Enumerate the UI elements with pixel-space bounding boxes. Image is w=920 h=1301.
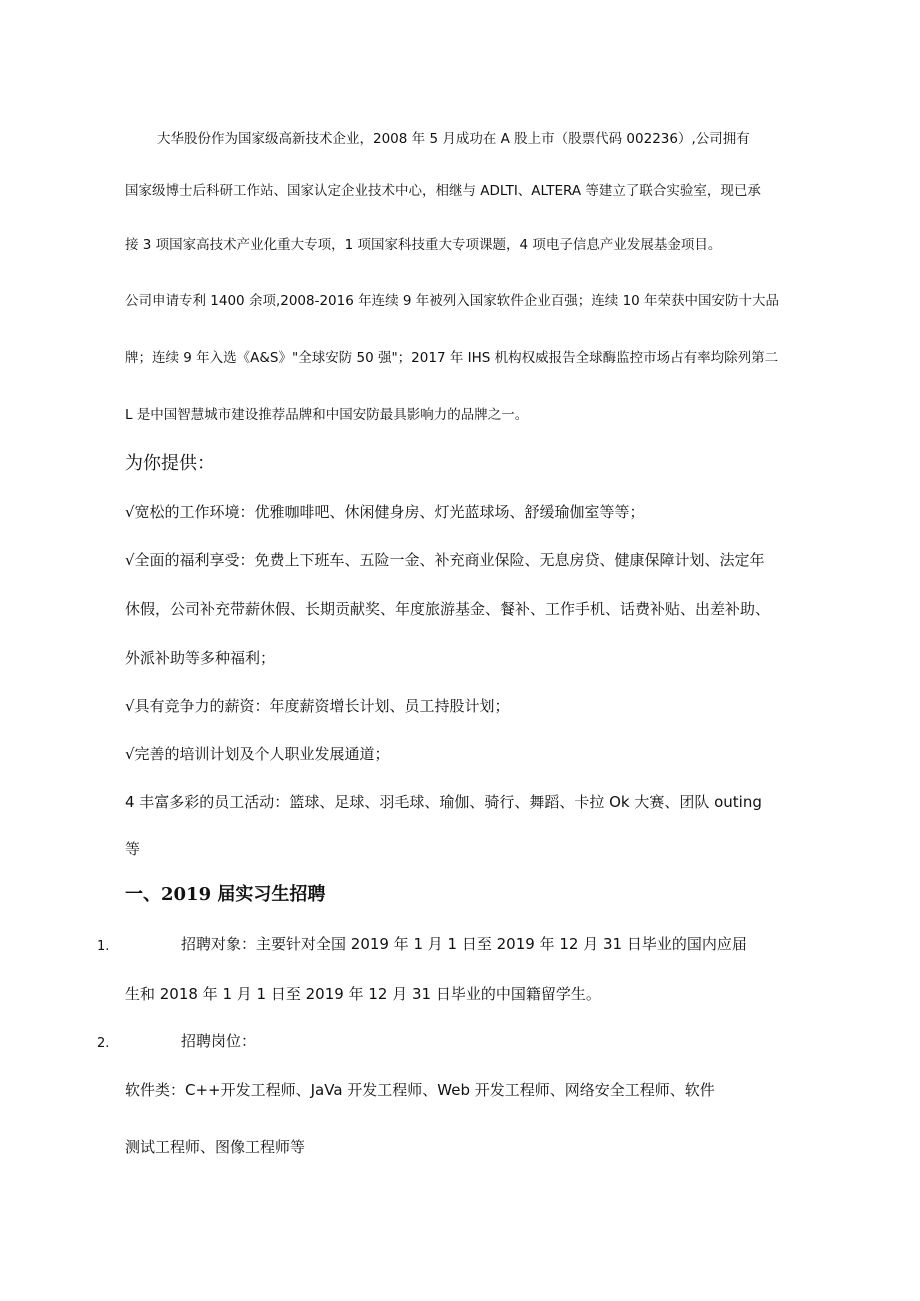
positions-software-line: 软件类：C++开发工程师、JaVa 开发工程师、Web 开发工程师、网络安全工程师、软件 — [125, 1081, 715, 1099]
positions-software-cont: 测试工程师、图像工程师等 — [125, 1138, 306, 1156]
recruit-positions-label: 招聘岗位： — [181, 1032, 257, 1050]
offer-line-welfare: √全面的福利享受：免费上下班车、五险一金、补充商业保险、无息房贷、健康保障计划、法定年 — [125, 551, 765, 569]
list-number-1: 1. — [97, 939, 110, 954]
intro-line-3: 接 3 项国家高技术产业化重大专项，1 项国家科技重大专项课题，4 项电子信息产业发展基金项目。 — [125, 237, 722, 253]
intro-line-4: 公司申请专利 1400 余项,2008-2016 年连续 9 年被列入国家软件企业百强；连续 10 年荣获中国安防十大品 — [125, 293, 780, 309]
recruit-target-line: 招聘对象：主要针对全国 2019 年 1 月 1 日至 2019 年 12 月 31 日毕业的国内应届 — [181, 935, 747, 953]
offer-line-environment: √宽松的工作环境：优雅咖啡吧、休闲健身房、灯光蓝球场、舒缓瑜伽室等等； — [125, 503, 645, 521]
offer-line-welfare-cont-2: 外派补助等多种福利； — [125, 649, 276, 667]
recruit-target-cont: 生和 2018 年 1 月 1 日至 2019 年 12 月 31 日毕业的中国籍留学生。 — [125, 985, 601, 1003]
offer-line-activities-cont: 等 — [125, 840, 141, 858]
list-number-2: 2. — [97, 1036, 110, 1051]
intro-line-2: 国家级博士后科研工作站、国家认定企业技术中心，相继与 ADLTI、ALTERA 等建立了联合实验室，现已承 — [125, 183, 761, 199]
offer-line-welfare-cont-1: 休假，公司补充带薪休假、长期贡献奖、年度旅游基金、餐补、工作手机、话费补贴、出差补助、 — [125, 600, 771, 618]
offer-line-activities: 4 丰富多彩的员工活动：篮球、足球、羽毛球、瑜伽、骑行、舞蹈、卡拉 Ok 大赛、团队 outing — [125, 793, 762, 811]
offer-line-training: √完善的培训计划及个人职业发展通道； — [125, 745, 390, 763]
offer-heading: 为你提供： — [125, 453, 215, 474]
intro-line-5: 牌；连续 9 年入选《A&S》"全球安防 50 强"；2017 年 IHS 机构权威报告全球酶监控市场占有率均除列第二 — [125, 350, 779, 366]
offer-line-salary: √具有竞争力的薪资：年度薪资增长计划、员工持股计划； — [125, 697, 510, 715]
section-title: 一、2019 届实习生招聘 — [125, 884, 326, 905]
intro-line-1: 大华股份作为国家级高新技术企业，2008 年 5 月成功在 A 股上市（股票代码 002236）,公司拥有 — [157, 131, 750, 147]
intro-line-6: L 是中国智慧城市建设推荐品牌和中国安防最具影响力的品牌之一。 — [125, 407, 529, 423]
